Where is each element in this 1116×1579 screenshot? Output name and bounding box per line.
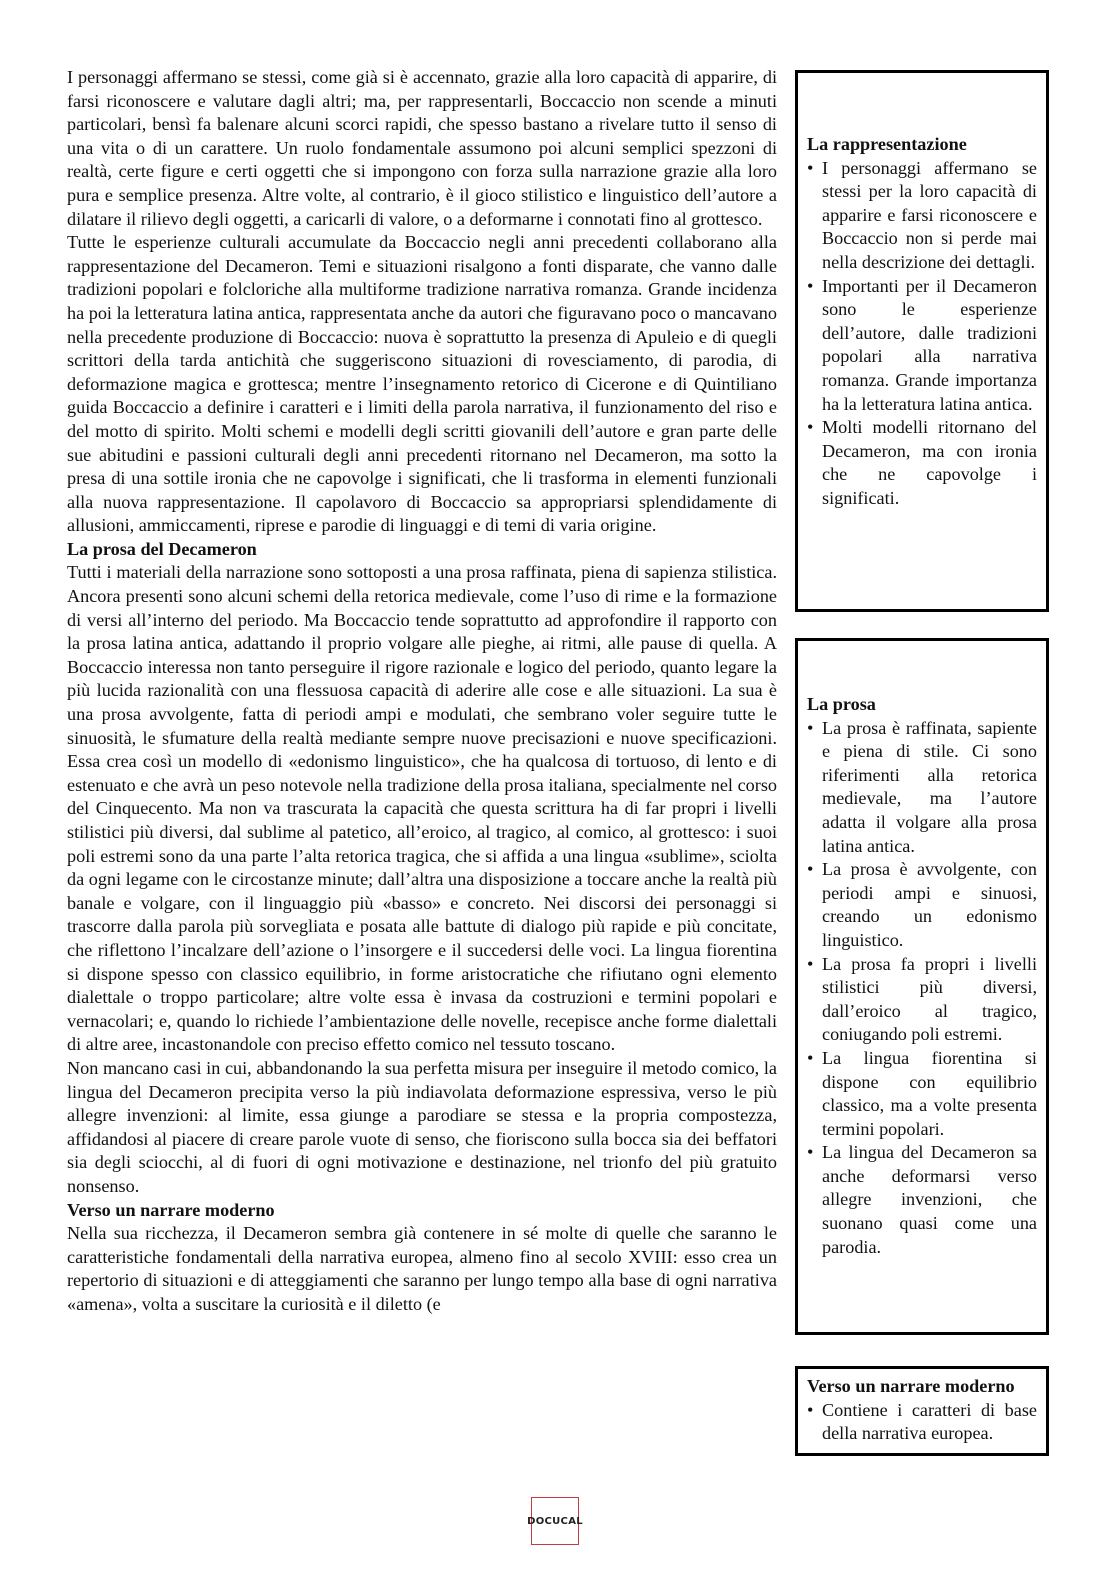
footer-logo [527, 1497, 583, 1545]
paragraph: Nella sua ricchezza, il Decameron sembra già contenere in sé molte di quelle che saranno le caratteristiche fondamentali della narrativa europea, almeno fino al secolo XVIII: esso crea un repertorio di situazioni e di atteggiamenti che saranno per lungo tempo alla base di ogni narrativa «amena», volta a suscitare la curiosità e il diletto (e [67, 1223, 777, 1314]
summary-item: • La prosa è raffinata, sapiente e piena di stile. Ci sono riferimenti alla retorica medievale, ma l’autore adatta il volgare alla prosa latina antica. [807, 717, 1037, 859]
summary-item: • I personaggi affermano se stessi per la loro capacità di apparire e farsi riconoscere e Boccaccio non si perde mai nella descrizione dei dettagli. [807, 157, 1037, 275]
summary-list [807, 717, 1037, 1260]
summary-box-prosa [795, 638, 1049, 1335]
section-heading: La prosa del Decameron [67, 538, 257, 559]
summary-list [807, 157, 1037, 511]
summary-item: • Importanti per il Decameron sono le esperienze dell’autore, dalle tradizioni popolari alla narrativa romanza. Grande importanza ha la letteratura latina antica. [807, 275, 1037, 417]
footer-logo-text: DOCUCAL [527, 1515, 583, 1527]
summary-item: • Molti modelli ritornano del Decameron, ma con ironia che ne capovolge i significati. [807, 416, 1037, 510]
summary-item: • La prosa è avvolgente, con periodi ampi e sinuosi, creando un edonismo linguistico. [807, 858, 1037, 952]
summary-item: • Contiene i caratteri di base della narrativa europea. [807, 1399, 1037, 1446]
summary-box-narrare-moderno [795, 1366, 1049, 1456]
paragraph: Tutte le esperienze culturali accumulate da Boccaccio negli anni precedenti collaborano alla rappresentazione del Decameron. Temi e situazioni risalgono a fonti disparate, che vanno dalle tradizioni popolari e folcloriche alla multiforme tradizione narrativa romanza. Grande incidenza ha poi la letteratura latina antica, rappresentata anche da autori che figuravano poco o mancavano nella precedente produzione di Boccaccio: nuova è soprattutto la presenza di Apuleio e di quegli scrittori della tarda antichità che suggeriscono situazioni di rovesciamento, di parodia, di deformazione magica e grottesca; mentre l’insegnamento retorico di Cicerone e di Quintiliano guida Boccaccio a definire i caratteri e i limiti della parola narrativa, il funzionamento del riso e del motto di spirito. Molti schemi e modelli degli scritti giovanili dell’autore e gran parte delle sue abitudini e passioni culturali degli anni precedenti ritornano nel Decameron, ma sotto la presa di una sottile ironia che ne capovolge i significati, che li trasforma in elementi funzionali alla nuova rappresentazione. Il capolavoro di Boccaccio sa appropriarsi splendidamente di allusioni, ammiccamenti, riprese e parodie di linguaggi e di temi di varia origine. [67, 232, 777, 536]
summary-list [807, 1399, 1037, 1446]
summary-box-rappresentazione [795, 70, 1049, 612]
summary-box-title: Verso un narrare moderno [807, 1376, 1015, 1396]
paragraph: I personaggi affermano se stessi, come già si è accennato, grazie alla loro capacità di apparire, di farsi riconoscere e valutare dagli altri; ma, per rappresentarli, Boccaccio non scende a minuti particolari, bensì fa balenare alcuni scorci rapidi, che spesso bastano a rivelare tutto il senso di una vita o di un carattere. Un ruolo fondamentale assumono poi alcuni semplici spezzoni di realtà, certe figure e certi oggetti che si impongono con forza sulla narrazione grazie alla loro pura e semplice presenza. Altre volte, al contrario, è il gioco stilistico e linguistico dell’autore a dilatare il rilievo degli oggetti, a caricarli di valore, o a deformarne i connotati fino al grottesco. [67, 67, 777, 229]
summary-box-title: La rappresentazione [807, 134, 967, 154]
main-text-column [67, 66, 777, 1316]
summary-box-title: La prosa [807, 694, 876, 714]
summary-item: • La prosa fa propri i livelli stilistici più diversi, dall’eroico al tragico, coniugando poli estremi. [807, 953, 1037, 1047]
summary-item: • La lingua fiorentina si dispone con equilibrio classico, ma a volte presenta termini popolari. [807, 1047, 1037, 1141]
summary-item: • La lingua del Decameron sa anche deformarsi verso allegre invenzioni, che suonano quasi come una parodia. [807, 1141, 1037, 1259]
paragraph: Non mancano casi in cui, abbandonando la sua perfetta misura per inseguire il metodo comico, la lingua del Decameron precipita verso la più indiavolata deformazione espressiva, verso le più allegre invenzioni: al limite, essa giunge a parodiare se stessa e la propria compostezza, affidandosi al piacere di creare parole vuote di senso, che fioriscono sulla bocca sia dei beffatori sia degli sciocchi, al di fuori di ogni motivazione e destinazione, nel trionfo del più gratuito nonsenso. [67, 1057, 777, 1196]
paragraph: Tutti i materiali della narrazione sono sottoposti a una prosa raffinata, piena di sapienza stilistica. Ancora presenti sono alcuni schemi della retorica medievale, come l’uso di rime e la formazione di versi all’interno del periodo. Ma Boccaccio tende soprattutto ad approfondire il rapporto con la prosa latina antica, adattando il proprio volgare alle pieghe, ai ritmi, alle pause di quella. A Boccaccio interessa non tanto perseguire il rigore razionale e logico del periodo, quanto legare la più lucida razionalità con una flessuosa capacità di aderire alle cose e alle situazioni. La sua è una prosa avvolgente, fatta di periodi ampi e modulati, che sembrano voler seguire tutte le sinuosità, le sfumature della realtà mediante sempre nuove precisazioni e nuove specificazioni. Essa crea così un modello di «edonismo linguistico», che ha qualcosa di tortuoso, di lento e di estenuato e che avrà un peso notevole nella tradizione della prosa italiana, specialmente nel corso del Cinquecento. Ma non va trascurata la capacità che questa scrittura ha di far propri i livelli stilistici più diversi, dal sublime al patetico, all’eroico, al tragico, al comico, al grottesco: i suoi poli estremi sono da una parte l’alta retorica tragica, che si affida a una lingua «sublime», sciolta da ogni legame con le circostanze minute; dall’altra una disposizione a toccare anche la realtà più banale e volgare, con il linguaggio più «basso» e concreto. Nei discorsi dei personaggi si trascorre dalla parola più sorvegliata e posata alle battute di dialogo più rapide e più concitate, che riflettono l’incalzare dell’azione o l’insorgere e il succedersi delle voci. La lingua fiorentina si dispone spesso con classico equilibrio, in forme aristocratiche che rifiutano ogni elemento dialettale o troppo particolare; altre volte essa è invasa da costruzioni e termini popolari e vernacolari; e, quando lo richiede l’ambientazione delle novelle, recepisce anche forme dialettali di altre aree, incastonandole con preciso effetto comico nel tessuto toscano. [67, 562, 777, 1055]
section-heading: Verso un narrare moderno [67, 1199, 275, 1220]
